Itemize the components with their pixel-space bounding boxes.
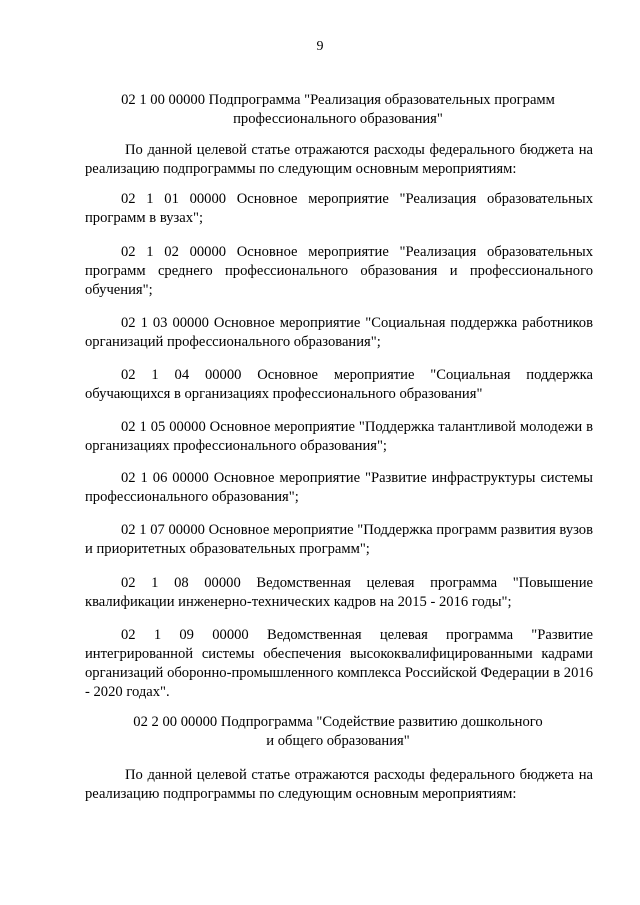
list-item: 02 1 08 00000 Ведомственная целевая программа "Повышение квалификации инженерно-технических кадров на 2015 - 2016 годы"; xyxy=(85,575,593,610)
subprogram-heading-2-line1: 02 2 00 00000 Подпрограмма "Содействие развитию дошкольного xyxy=(133,714,543,730)
subprogram-heading-1: 02 1 00 00000 Подпрограмма "Реализация образовательных программ профессионального образования" xyxy=(121,92,555,127)
list-item: 02 1 04 00000 Основное мероприятие "Социальная поддержка обучающихся в организациях профессионального образования" xyxy=(85,367,593,402)
page-number: 9 xyxy=(316,39,324,54)
list-item: 02 1 02 00000 Основное мероприятие "Реализация образовательных программ среднего профессионального образования и профессионального обучения"; xyxy=(85,244,593,298)
list-item: 02 1 01 00000 Основное мероприятие "Реализация образовательных программ в вузах"; xyxy=(85,191,593,226)
list-item: 02 1 06 00000 Основное мероприятие "Развитие инфраструктуры системы профессионального образования"; xyxy=(85,470,593,505)
subprogram-intro-1: По данной целевой статье отражаются расходы федерального бюджета на реализацию подпрограммы по следующим основным мероприятиям: xyxy=(85,142,593,177)
subprogram-heading-2-line2: и общего образования" xyxy=(266,733,410,749)
list-item: 02 1 03 00000 Основное мероприятие "Социальная поддержка работников организаций профессионального образования"; xyxy=(85,315,593,350)
subprogram-heading-2 xyxy=(88,713,588,751)
subprogram-intro-2: По данной целевой статье отражаются расходы федерального бюджета на реализацию подпрограммы по следующим основным мероприятиям: xyxy=(85,767,593,802)
list-item: 02 1 07 00000 Основное мероприятие "Поддержка программ развития вузов и приоритетных образовательных программ"; xyxy=(85,522,593,557)
list-item: 02 1 05 00000 Основное мероприятие "Поддержка талантливой молодежи в организациях профессионального образования"; xyxy=(85,419,593,454)
list-item: 02 1 09 00000 Ведомственная целевая программа "Развитие интегрированной системы обеспечения высококвалифицированными кадрами организаций оборонно-промышленного комплекса Российской Федерации в 2016 - 2020 годах". xyxy=(85,627,593,700)
